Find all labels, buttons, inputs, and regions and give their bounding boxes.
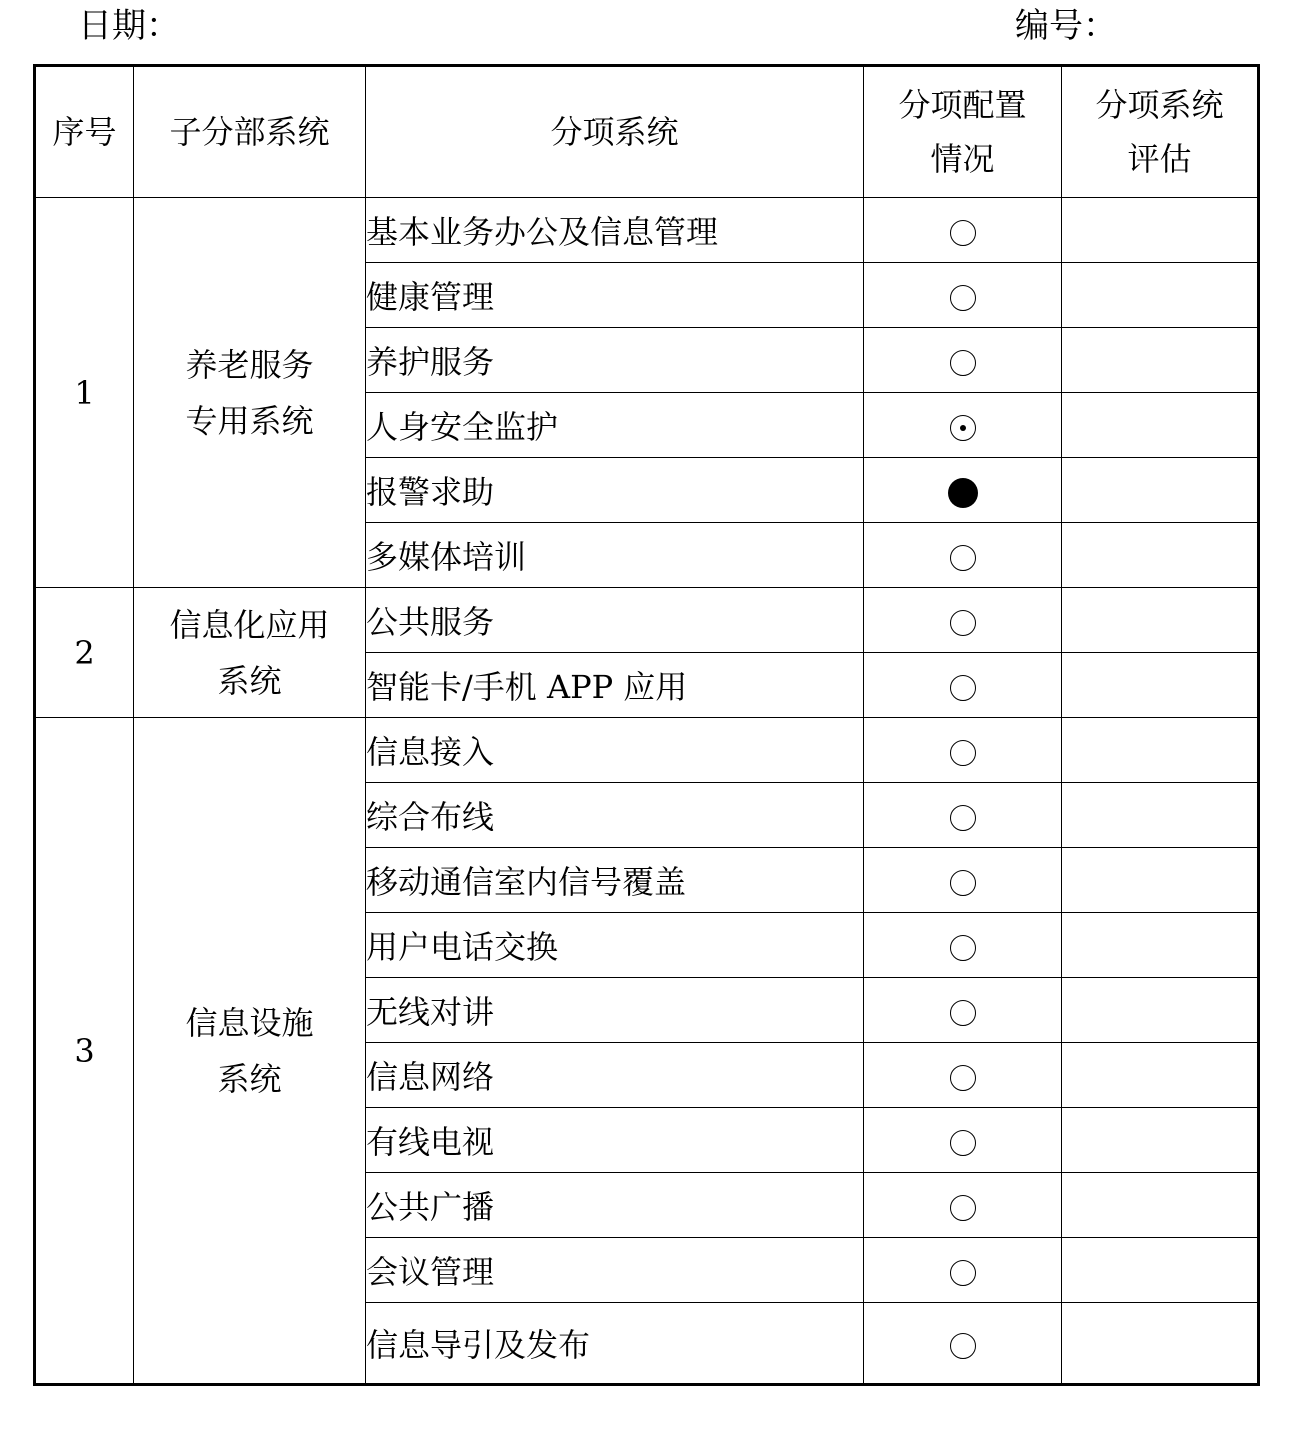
table-header-row [35, 66, 1259, 198]
config-status-cell [864, 653, 1062, 718]
subsystem-name-line: 信息化应用 [169, 605, 330, 644]
empty-circle-icon [950, 285, 976, 311]
evaluation-cell [1062, 393, 1259, 458]
empty-circle-icon [950, 675, 976, 701]
evaluation-cell [1062, 328, 1259, 393]
dotted-circle-icon [950, 415, 976, 441]
subsystem-cell [134, 198, 366, 588]
item-system-cell: 用户电话交换 [366, 913, 864, 978]
header-config-status [864, 66, 1062, 198]
config-status-cell [864, 198, 1062, 263]
evaluation-cell [1062, 783, 1259, 848]
item-system-cell: 智能卡/手机 APP 应用 [366, 653, 864, 718]
item-system-cell: 信息接入 [366, 718, 864, 783]
header-seq: 序号 [35, 66, 134, 198]
empty-circle-icon [950, 805, 976, 831]
evaluation-cell [1062, 913, 1259, 978]
empty-circle-icon [950, 1065, 976, 1091]
evaluation-cell [1062, 718, 1259, 783]
config-status-cell [864, 978, 1062, 1043]
config-status-cell [864, 588, 1062, 653]
empty-circle-icon [950, 545, 976, 571]
subsystem-assessment-table [33, 64, 1260, 1386]
config-status-cell [864, 328, 1062, 393]
evaluation-cell [1062, 1238, 1259, 1303]
seq-cell: 1 [35, 198, 134, 588]
empty-circle-icon [950, 1195, 976, 1221]
subsystem-name-line: 系统 [217, 1059, 282, 1098]
item-system-cell: 移动通信室内信号覆盖 [366, 848, 864, 913]
item-system-cell: 综合布线 [366, 783, 864, 848]
item-system-cell: 信息网络 [366, 1043, 864, 1108]
subsystem-name-line: 养老服务 [185, 345, 314, 384]
header-evaluation-line2: 评估 [1127, 140, 1192, 178]
config-status-cell [864, 393, 1062, 458]
empty-circle-icon [950, 610, 976, 636]
subsystem-name-line: 信息设施 [185, 1003, 314, 1042]
header-item-system: 分项系统 [366, 66, 864, 198]
table-body [35, 198, 1259, 1385]
header-config-status-line1: 分项配置 [898, 86, 1027, 124]
item-system-cell: 人身安全监护 [366, 393, 864, 458]
config-status-cell [864, 523, 1062, 588]
empty-circle-icon [950, 870, 976, 896]
item-system-cell: 多媒体培训 [366, 523, 864, 588]
config-status-cell [864, 1303, 1062, 1385]
evaluation-cell [1062, 458, 1259, 523]
item-system-cell: 信息导引及发布 [366, 1303, 864, 1385]
item-system-cell: 报警求助 [366, 458, 864, 523]
number-label: 编号： [1015, 6, 1117, 46]
header-config-status-line2: 情况 [930, 140, 995, 178]
subsystem-name-line: 系统 [217, 661, 282, 700]
item-system-cell: 养护服务 [366, 328, 864, 393]
seq-cell: 3 [35, 718, 134, 1385]
config-status-cell [864, 848, 1062, 913]
item-system-cell: 会议管理 [366, 1238, 864, 1303]
item-system-cell: 公共服务 [366, 588, 864, 653]
empty-circle-icon [950, 1000, 976, 1026]
empty-circle-icon [950, 1260, 976, 1286]
evaluation-cell [1062, 198, 1259, 263]
config-status-cell [864, 1173, 1062, 1238]
header-evaluation [1062, 66, 1259, 198]
subsystem-name-line: 专用系统 [185, 401, 314, 440]
date-label: 日期： [78, 6, 180, 46]
config-status-cell [864, 1108, 1062, 1173]
evaluation-cell [1062, 1043, 1259, 1108]
config-status-cell [864, 458, 1062, 523]
evaluation-cell [1062, 1303, 1259, 1385]
config-status-cell [864, 263, 1062, 328]
item-system-cell: 健康管理 [366, 263, 864, 328]
filled-circle-icon [948, 478, 978, 508]
item-system-cell: 无线对讲 [366, 978, 864, 1043]
table-row [35, 718, 1259, 783]
empty-circle-icon [950, 740, 976, 766]
empty-circle-icon [950, 1130, 976, 1156]
subsystem-cell [134, 588, 366, 718]
config-status-cell [864, 1238, 1062, 1303]
subsystem-cell [134, 718, 366, 1385]
evaluation-cell [1062, 523, 1259, 588]
header-subsystem: 子分部系统 [134, 66, 366, 198]
empty-circle-icon [950, 1333, 976, 1359]
empty-circle-icon [950, 220, 976, 246]
item-system-cell: 公共广播 [366, 1173, 864, 1238]
evaluation-cell [1062, 588, 1259, 653]
evaluation-cell [1062, 848, 1259, 913]
table-row [35, 588, 1259, 653]
evaluation-cell [1062, 653, 1259, 718]
evaluation-cell [1062, 978, 1259, 1043]
config-status-cell [864, 913, 1062, 978]
evaluation-cell [1062, 1173, 1259, 1238]
item-system-cell: 有线电视 [366, 1108, 864, 1173]
config-status-cell [864, 718, 1062, 783]
table-row [35, 198, 1259, 263]
header-evaluation-line1: 分项系统 [1095, 86, 1224, 124]
evaluation-cell [1062, 263, 1259, 328]
empty-circle-icon [950, 350, 976, 376]
item-system-cell: 基本业务办公及信息管理 [366, 198, 864, 263]
evaluation-cell [1062, 1108, 1259, 1173]
config-status-cell [864, 1043, 1062, 1108]
seq-cell: 2 [35, 588, 134, 718]
empty-circle-icon [950, 935, 976, 961]
config-status-cell [864, 783, 1062, 848]
